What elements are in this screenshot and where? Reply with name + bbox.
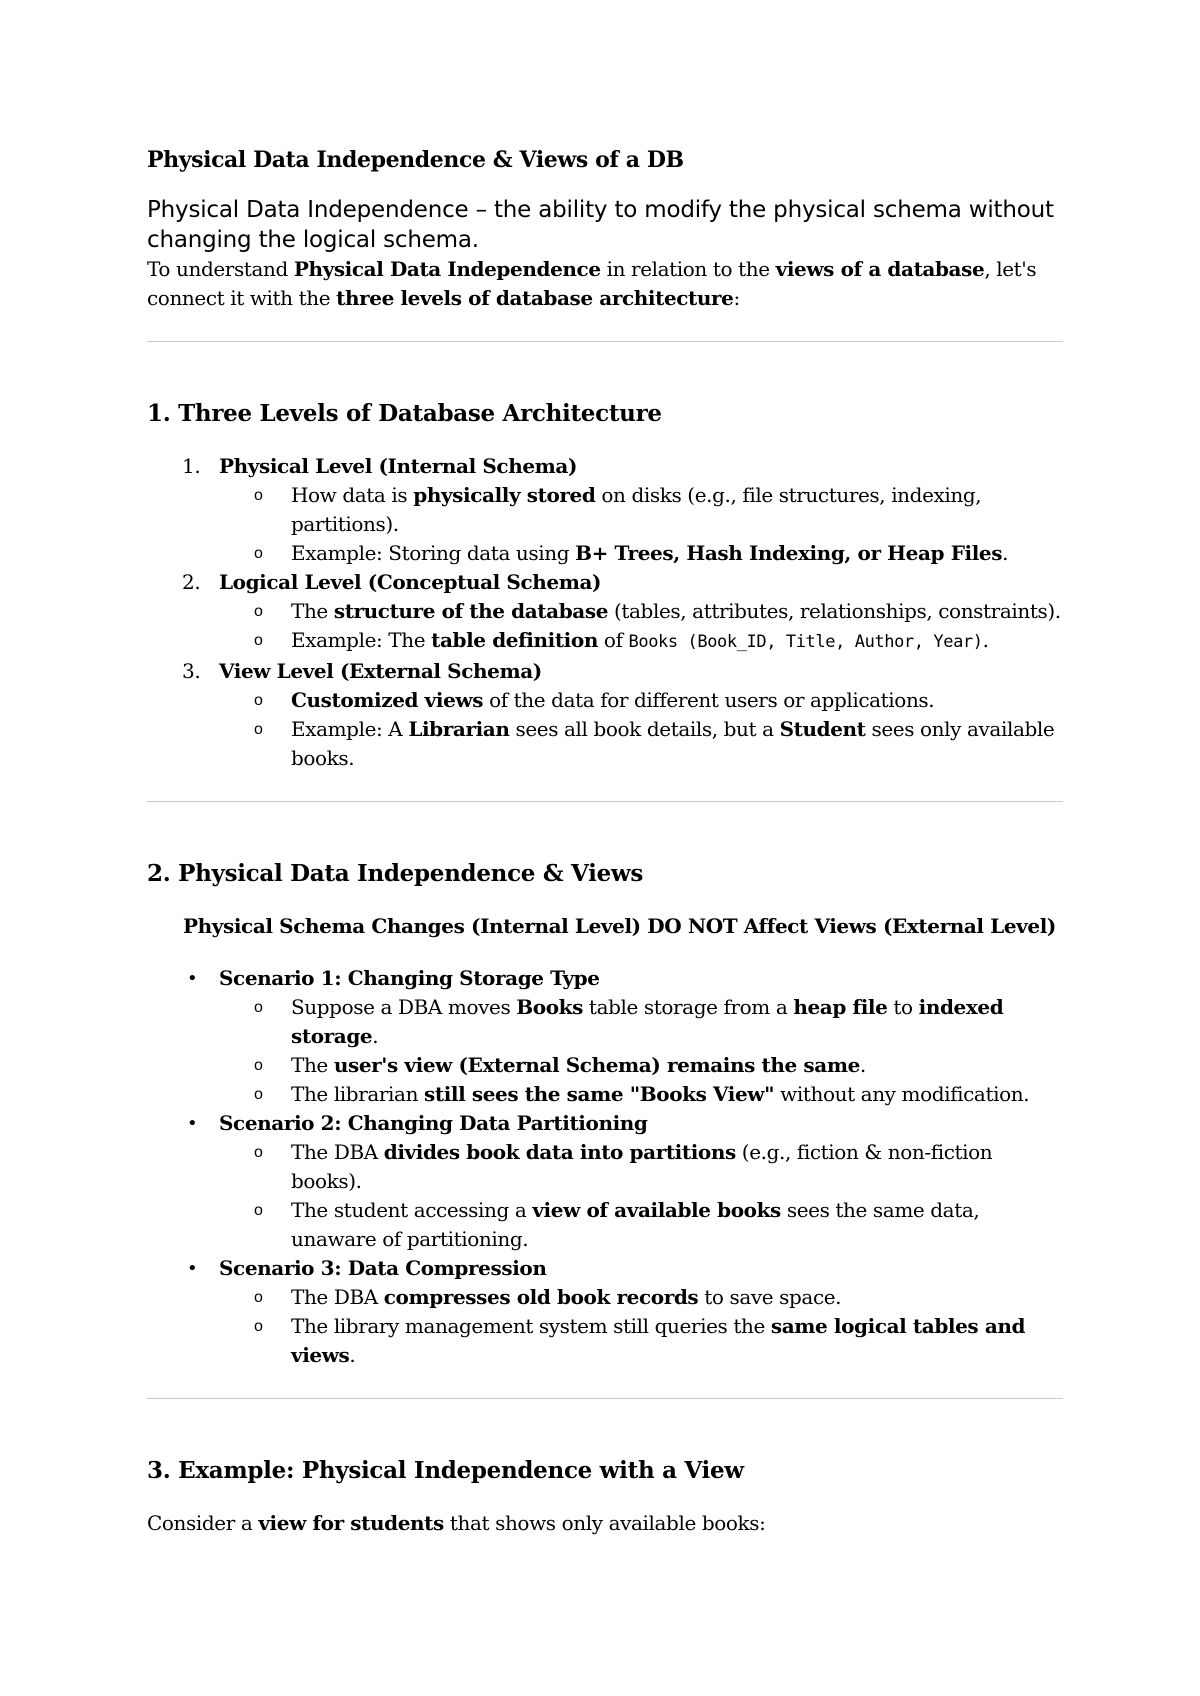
list-item	[147, 657, 1063, 773]
sub-list-item: o How data is physically stored on disks (e.g., file structures, indexing, partitions).	[254, 483, 982, 536]
sub-bullet-icon: o	[254, 1086, 263, 1103]
section-heading: 1. Three Levels of Database Architecture	[147, 400, 662, 427]
list-item-label: Physical Level (Internal Schema)	[219, 454, 578, 478]
intro-paragraph: To understand Physical Data Independence in relation to the views of a database, let's connect it with the three levels of database architecture:	[147, 257, 1037, 310]
list-item	[147, 964, 1063, 1109]
sub-list-item: o The user's view (External Schema) remains the same.	[219, 1051, 1063, 1080]
sub-bullet-icon: o	[254, 1289, 263, 1306]
sub-list-item: o Example: The table definition of Books (Book_ID, Title, Author, Year).	[219, 626, 1063, 657]
architecture-levels-list	[147, 452, 1063, 773]
list-item	[147, 1109, 1063, 1254]
sub-list-item: o Example: A Librarian sees all book details, but a Student sees only available books.	[254, 717, 1055, 770]
list-number: 2.	[182, 570, 201, 594]
section-heading: 2. Physical Data Independence & Views	[147, 860, 644, 887]
sub-bullet-icon: o	[254, 1057, 263, 1074]
sub-list-item: o Suppose a DBA moves Books table storage from a heap file to indexed storage.	[254, 995, 1004, 1048]
sub-bullet-icon: o	[254, 1144, 263, 1161]
list-number: 1.	[182, 454, 201, 478]
sub-bullet-icon: o	[254, 545, 263, 562]
sub-list-item: o The library management system still queries the same logical tables and views.	[254, 1314, 1026, 1367]
sub-list-item: o The student accessing a view of available books sees the same data, unaware of partitioning.	[254, 1198, 980, 1251]
sub-list-item: o The structure of the database (tables, attributes, relationships, constraints).	[219, 597, 1063, 626]
sub-list-item: o The librarian still sees the same "Books View" without any modification.	[219, 1080, 1063, 1109]
section-subheading: Physical Schema Changes (Internal Level) DO NOT Affect Views (External Level)	[183, 914, 1056, 938]
document-page	[147, 142, 1063, 1538]
list-number: 3.	[182, 659, 201, 683]
list-item	[147, 568, 1063, 657]
sub-bullet-icon: o	[254, 1318, 263, 1335]
code-snippet: Books (Book_ID, Title, Author, Year)	[628, 632, 983, 652]
bullet-icon: •	[187, 1113, 198, 1134]
sub-bullet-icon: o	[254, 487, 263, 504]
sub-bullet-icon: o	[254, 721, 263, 738]
sub-bullet-icon: o	[254, 632, 263, 649]
sub-list-item: o The DBA divides book data into partitions (e.g., fiction & non-fiction books).	[254, 1140, 993, 1193]
list-item-label: Logical Level (Conceptual Schema)	[219, 570, 602, 594]
definition-paragraph: Physical Data Independence – the ability to modify the physical schema without changing the logical schema.	[147, 197, 1054, 253]
document-title: Physical Data Independence & Views of a DB	[147, 147, 684, 173]
sub-bullet-icon: o	[254, 692, 263, 709]
sub-list-item: o The DBA compresses old book records to save space.	[219, 1283, 1063, 1312]
section-heading: 3. Example: Physical Independence with a View	[147, 1457, 744, 1484]
list-item-label: Scenario 3: Data Compression	[219, 1256, 547, 1280]
list-item-label: Scenario 1: Changing Storage Type	[219, 966, 600, 990]
sub-bullet-icon: o	[254, 603, 263, 620]
list-item	[147, 452, 1063, 568]
sub-list-item: o Customized views of the data for different users or applications.	[219, 686, 1063, 715]
bullet-icon: •	[187, 1258, 198, 1279]
sub-bullet-icon: o	[254, 1202, 263, 1219]
section-paragraph: Consider a view for students that shows only available books:	[147, 1511, 766, 1535]
sub-list-item: o Example: Storing data using B+ Trees, Hash Indexing, or Heap Files.	[219, 539, 1063, 568]
list-item-label: Scenario 2: Changing Data Partitioning	[219, 1111, 648, 1135]
scenario-list	[147, 964, 1063, 1370]
list-item-label: View Level (External Schema)	[219, 659, 542, 683]
list-item	[147, 1254, 1063, 1370]
sub-bullet-icon: o	[254, 999, 263, 1016]
bullet-icon: •	[187, 968, 198, 989]
